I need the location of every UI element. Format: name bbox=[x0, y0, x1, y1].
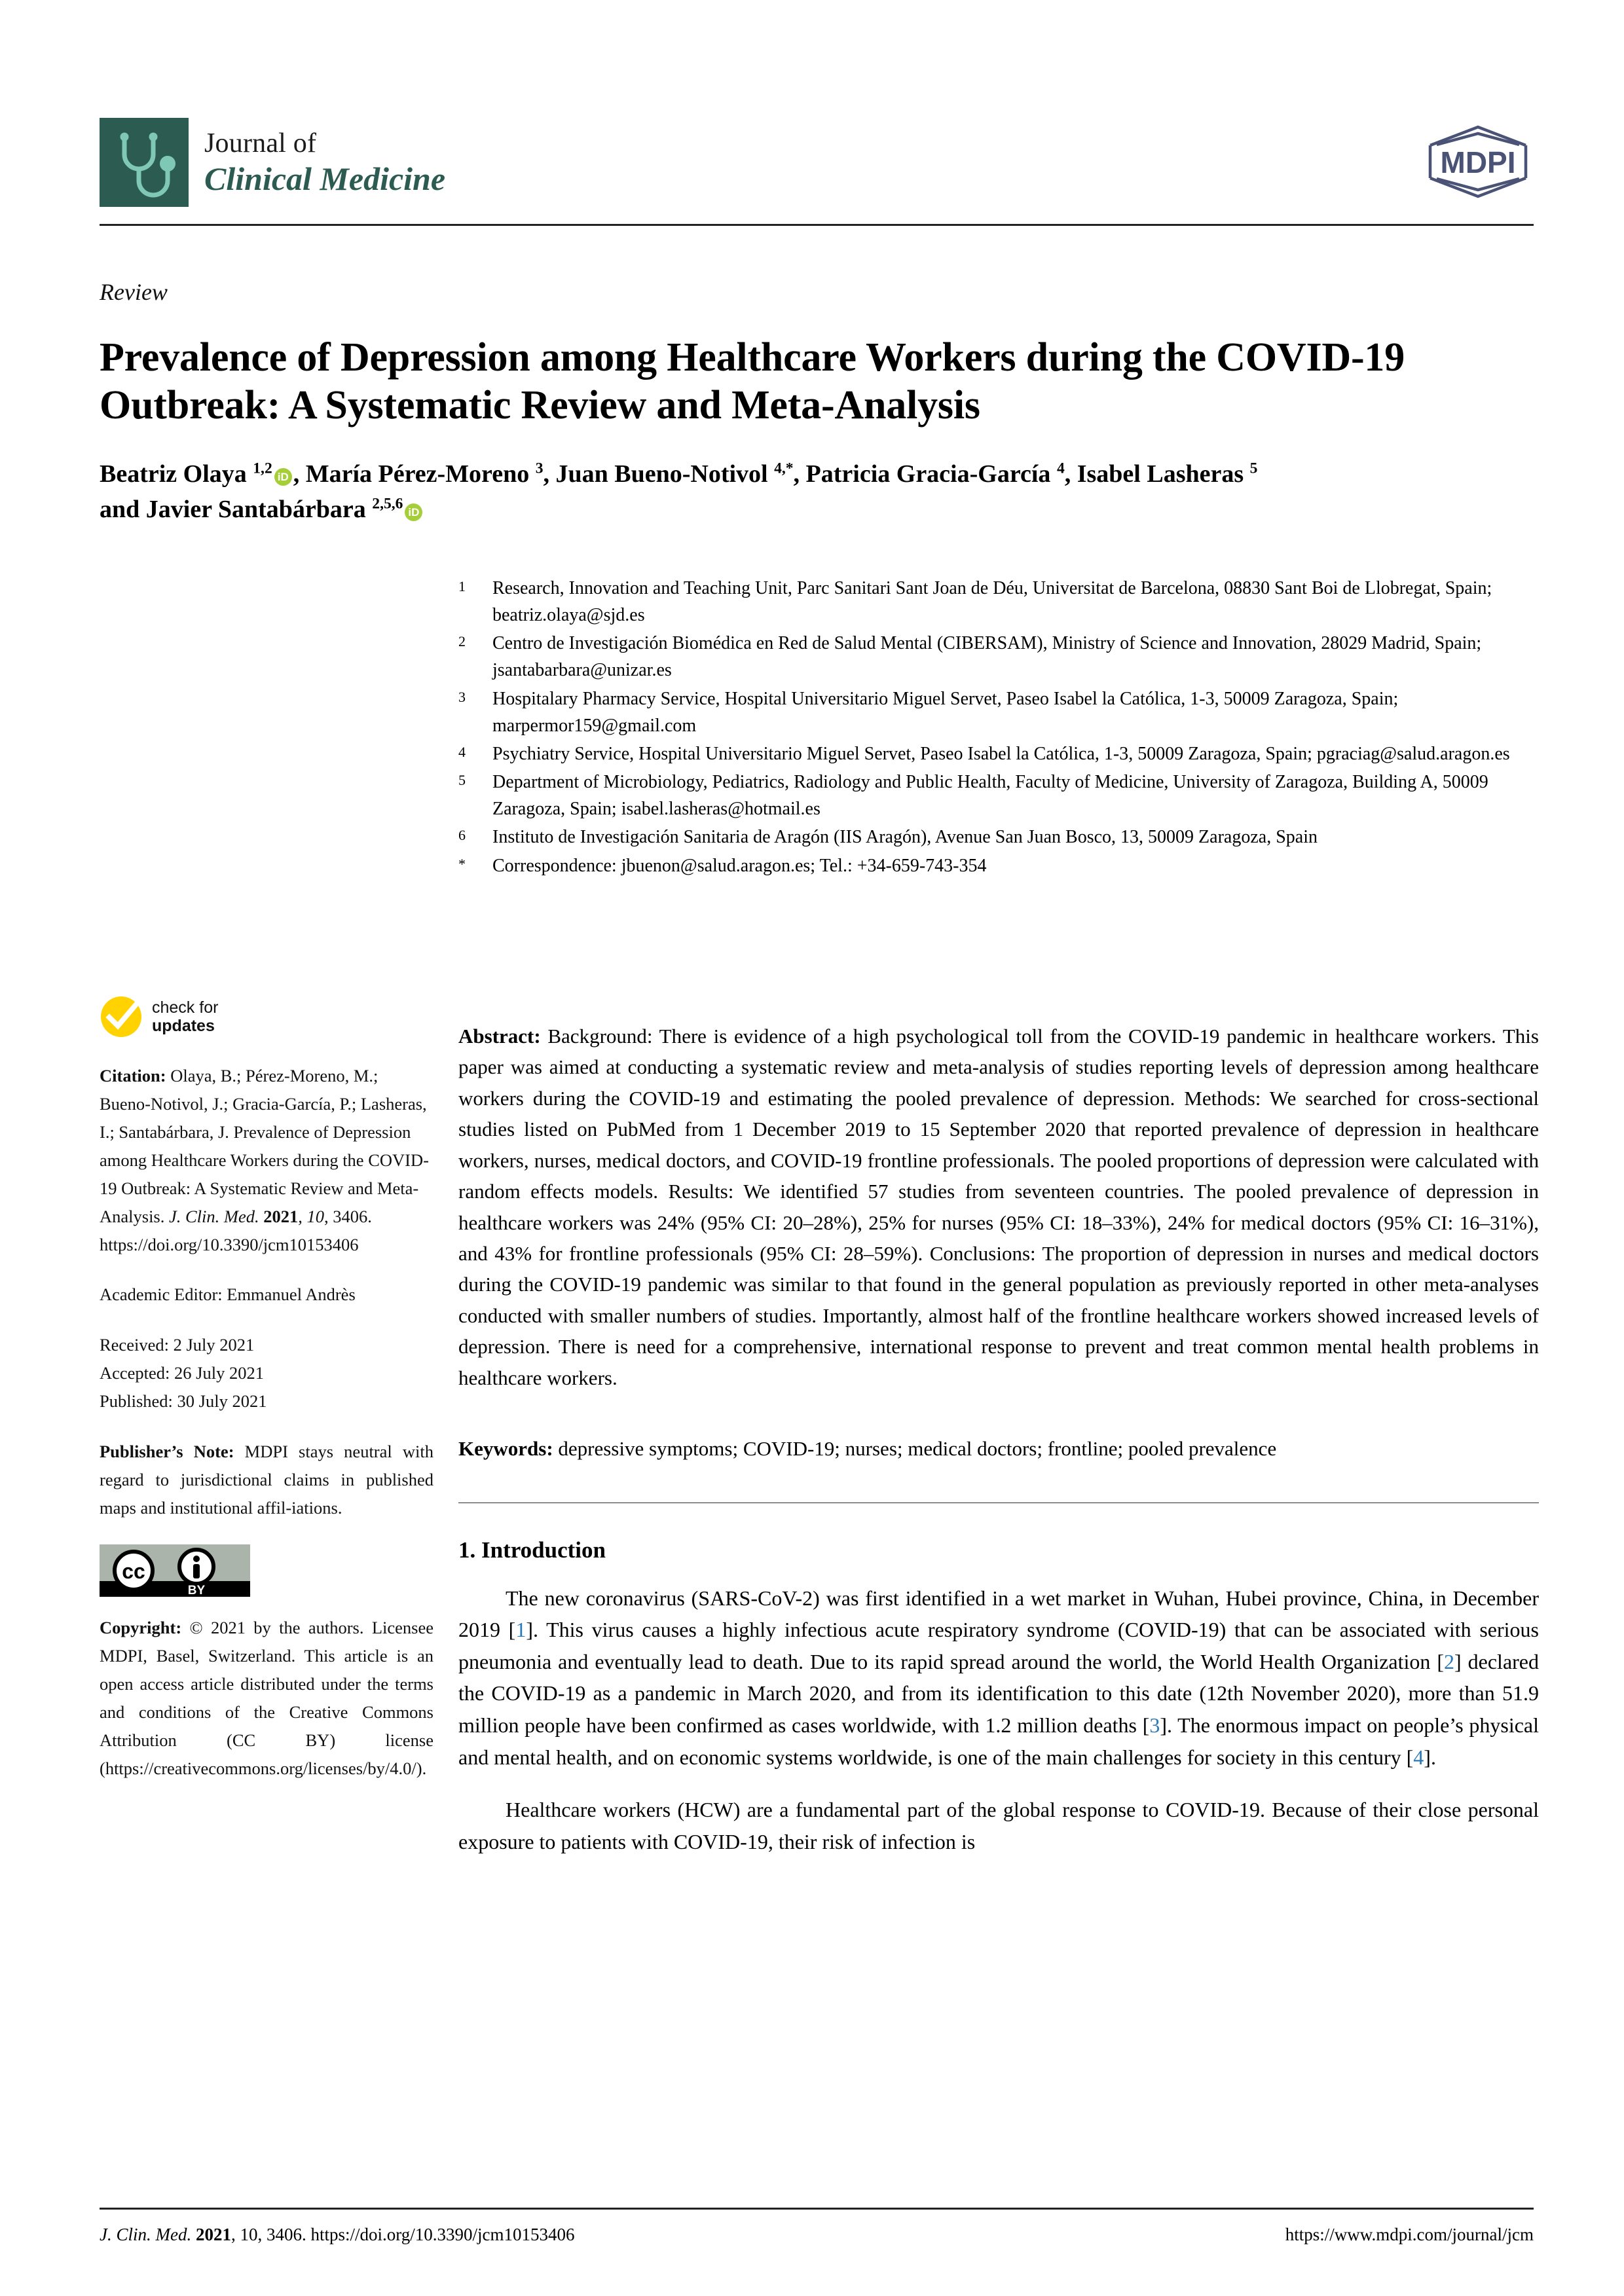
author-name: and Javier Santabárbara bbox=[100, 495, 373, 523]
orcid-icon[interactable]: iD bbox=[405, 503, 422, 521]
affiliation-text: Psychiatry Service, Hospital Universitario Miguel Servet, Paseo Isabel la Católica, 1-3, 50009 Zaragoza, Spain; pgraciag@salud.aragon.es bbox=[492, 743, 1510, 764]
affiliation-marker: 1 bbox=[458, 578, 466, 594]
par1-text-d: ]. The enormous impact on people’s physical and mental health, and on economic systems worldwide, is one of the main challenges for society in this century [ bbox=[458, 1713, 1540, 1769]
stethoscope-icon bbox=[100, 118, 189, 207]
copyright-label: Copyright: bbox=[100, 1617, 182, 1637]
svg-text:cc: cc bbox=[122, 1559, 145, 1583]
published-date: Published: 30 July 2021 bbox=[100, 1391, 267, 1412]
par1-text-b: ]. This virus causes a highly infectious acute respiratory syndrome (COVID-19) that can be associated with serious pneumonia and eventually lead to death. Due to its rapid spread around the world, the World Health Organization [ bbox=[458, 1618, 1540, 1673]
metadata-sidebar bbox=[100, 995, 434, 1804]
article-type-label: Review bbox=[100, 279, 168, 305]
orcid-icon[interactable]: iD bbox=[274, 468, 292, 486]
citation-ref-3[interactable]: 3 bbox=[1149, 1713, 1160, 1738]
affiliation-item bbox=[458, 824, 1539, 850]
author-affil-marker: 1,2 bbox=[253, 460, 272, 477]
citation-doi[interactable]: https://doi.org/10.3390/jcm10153406 bbox=[100, 1234, 359, 1254]
citation-ref-1[interactable]: 1 bbox=[515, 1618, 526, 1642]
keywords-text: depressive symptoms; COVID-19; nurses; medical doctors; frontline; pooled prevalence bbox=[553, 1437, 1277, 1461]
received-date: Received: 2 July 2021 bbox=[100, 1335, 255, 1355]
copyright-block bbox=[100, 1614, 434, 1783]
footer-divider bbox=[100, 2208, 1534, 2210]
correspondence-text: Correspondence: jbuenon@salud.aragon.es; Tel.: +34-659-743-354 bbox=[492, 855, 987, 876]
citation-pages: , 3406. bbox=[324, 1206, 372, 1226]
author-list bbox=[100, 457, 1534, 528]
affiliation-item bbox=[458, 769, 1539, 822]
author-sep: , Isabel Lasheras bbox=[1064, 460, 1250, 488]
correspondence-item bbox=[458, 852, 1539, 879]
journal-logo-line2: Clinical Medicine bbox=[204, 160, 446, 197]
abstract-paragraph bbox=[458, 1021, 1539, 1393]
mdpi-logo-icon bbox=[1422, 123, 1534, 200]
introduction-paragraph-2: Healthcare workers (HCW) are a fundamental part of the global response to COVID-19. Because of their close personal exposure to patients with COVID-19, their risk of infection is bbox=[458, 1798, 1539, 1853]
citation-ref-2[interactable]: 2 bbox=[1444, 1649, 1455, 1673]
affiliation-item bbox=[458, 630, 1539, 683]
par1-text-a: The new coronavirus (SARS-CoV-2) was first identified in a wet market in Wuhan, Hubei province, China, in December 2019 [ bbox=[458, 1586, 1539, 1642]
affiliation-text: Instituto de Investigación Sanitaria de Aragón (IIS Aragón), Avenue San Juan Bosco, 13, 50009 Zaragoza, Spain bbox=[492, 827, 1318, 848]
citation-volume: , bbox=[298, 1206, 307, 1226]
journal-logo-line1: Journal of bbox=[204, 128, 317, 158]
academic-editor-text: Academic Editor: Emmanuel Andrès bbox=[100, 1285, 356, 1305]
publisher-note-text: MDPI stays neutral with regard to jurisdictional claims in published maps and institutional affil-iations. bbox=[100, 1442, 434, 1518]
footer-year: 2021 bbox=[195, 2225, 231, 2244]
author-sep: , Patricia Gracia-García bbox=[793, 460, 1057, 488]
academic-editor-block bbox=[100, 1281, 434, 1309]
affiliation-marker: 2 bbox=[458, 633, 466, 650]
svg-text:MDPI: MDPI bbox=[1440, 145, 1516, 179]
main-column bbox=[458, 1000, 1539, 1879]
author-sep: , Juan Bueno-Notivol bbox=[543, 460, 775, 488]
citation-year: 2021 bbox=[263, 1206, 299, 1226]
header-divider bbox=[100, 224, 1534, 226]
par1-text-e: ]. bbox=[1424, 1745, 1436, 1769]
author-affil-marker: 2,5,6 bbox=[372, 495, 403, 513]
citation-label: Citation: bbox=[100, 1066, 166, 1085]
affiliation-item bbox=[458, 575, 1539, 629]
affiliation-text: Research, Innovation and Teaching Unit, Parc Sanitari Sant Joan de Déu, Universitat de Barcelona, 08830 Sant Boi de Llobregat, Spain; beatriz.olaya@sjd.es bbox=[492, 578, 1492, 626]
page-title bbox=[100, 334, 1534, 429]
author-affil-marker: 3 bbox=[535, 460, 544, 477]
author-affil-marker: 4,* bbox=[774, 460, 794, 477]
citation-text: Olaya, B.; Pérez-Moreno, M.; Bueno-Notivol, J.; Gracia-García, P.; Lasheras, I.; Santabárbara, J. Prevalence of Depression among Healthcare Workers during the COVID-19 Outbreak: A Systematic Review and Meta-Analysis. bbox=[100, 1066, 429, 1226]
svg-text:BY: BY bbox=[187, 1583, 206, 1597]
affiliation-marker: 5 bbox=[458, 772, 466, 789]
check-for-label: check for bbox=[152, 998, 219, 1017]
footer-rest: , 10, 3406. https://doi.org/10.3390/jcm10153406 bbox=[231, 2225, 575, 2244]
affiliation-item bbox=[458, 685, 1539, 739]
page-footer bbox=[100, 2225, 1534, 2245]
affiliation-item bbox=[458, 740, 1539, 767]
author-name: Beatriz Olaya bbox=[100, 460, 253, 488]
publisher-note-block bbox=[100, 1438, 434, 1522]
title-line-1: Prevalence of Depression among Healthcare Workers during the bbox=[100, 335, 1206, 380]
affiliation-text: Hospitalary Pharmacy Service, Hospital Universitario Miguel Servet, Paseo Isabel la Católica, 1-3, 50009 Zaragoza, Spain; marpermor159@gmail.com bbox=[492, 688, 1399, 736]
author-affil-marker: 5 bbox=[1249, 460, 1258, 477]
dates-block bbox=[100, 1331, 434, 1415]
publisher-note-label: Publisher’s Note: bbox=[100, 1442, 234, 1462]
affiliation-text: Department of Microbiology, Pediatrics, Radiology and Public Health, Faculty of Medicine, University of Zaragoza, Building A, 50009 Zaragoza, Spain; isabel.lasheras@hotmail.es bbox=[492, 772, 1488, 820]
affiliations-list bbox=[458, 575, 1539, 881]
page-header bbox=[100, 118, 1534, 216]
affiliation-text: Centro de Investigación Biomédica en Red de Salud Mental (CIBERSAM), Ministry of Science and Innovation, 28029 Madrid, Spain; jsantabarbara@unizar.es bbox=[492, 633, 1482, 681]
par1-text-c: ] declared the COVID-19 as a pandemic in March 2020, and from its identification to this date (12th November 2020), more than 51.9 million people have been confirmed as cases worldwide, with 1.2 million deaths [ bbox=[458, 1649, 1540, 1738]
affiliation-marker: 4 bbox=[458, 743, 466, 760]
footer-journal: J. Clin. Med. bbox=[100, 2225, 192, 2244]
author-affil-marker: 4 bbox=[1056, 460, 1065, 477]
check-for-updates-badge[interactable] bbox=[100, 995, 434, 1038]
citation-block bbox=[100, 1062, 434, 1258]
checkmark-icon bbox=[100, 995, 143, 1038]
journal-logo bbox=[100, 118, 445, 207]
keywords-paragraph bbox=[458, 1434, 1539, 1465]
citation-ref-4[interactable]: 4 bbox=[1413, 1745, 1424, 1769]
correspondence-marker: * bbox=[458, 855, 466, 872]
affiliation-marker: 3 bbox=[458, 688, 466, 705]
author-sep: , María Pérez-Moreno bbox=[293, 460, 536, 488]
citation-journal: J. Clin. Med. bbox=[169, 1206, 259, 1226]
citation-volume-num: 10 bbox=[306, 1206, 324, 1226]
journal-logo-text bbox=[204, 130, 445, 195]
abstract-label: Abstract: bbox=[458, 1025, 541, 1048]
section-heading-introduction: 1. Introduction bbox=[458, 1537, 606, 1563]
footer-journal-url[interactable]: https://www.mdpi.com/journal/jcm bbox=[1285, 2225, 1534, 2244]
copyright-text: © 2021 by the authors. Licensee MDPI, Basel, Switzerland. This article is an open access article distributed under the terms and conditions of the Creative Commons Attribution (CC BY) license (https://creativecommons.org/licenses/by/4.0/). bbox=[100, 1617, 434, 1778]
introduction-paragraph-1 bbox=[458, 1582, 1539, 1774]
creative-commons-badge-icon[interactable] bbox=[100, 1544, 250, 1597]
footer-citation bbox=[100, 2225, 575, 2245]
accepted-date: Accepted: 26 July 2021 bbox=[100, 1363, 264, 1383]
abstract-text: Background: There is evidence of a high psychological toll from the COVID-19 pandemic in healthcare workers. This paper was aimed at conducting a systematic review and meta-analysis of studies reporting levels of depression among healthcare workers during the COVID-19 and estimating the pooled prevalence of depression. Methods: We searched for cross-sectional studies listed on PubMed from 1 December 2019 to 15 September 2020 that reported prevalence of depression in healthcare workers, nurses, medical doctors, and COVID-19 frontline professionals. The pooled proportions of depression were calculated with random effects models. Results: We identified 57 studies from seventeen countries. The pooled prevalence of depression in healthcare workers was 24% (95% CI: 20–28%), 25% for nurses (95% CI: 18–33%), 24% for medical doctors (95% CI: 16–31%), and 43% for frontline professionals (95% CI: 28–59%). Conclusions: The proportion of depression in nurses and medical doctors during the COVID-19 pandemic was similar to that found in the general population as previously reported in other meta-analyses conducted with smaller numbers of studies. Importantly, almost half of the frontline healthcare workers showed increased levels of depression. There is need for a comprehensive, international response to prevent and treat common mental health problems in healthcare workers. bbox=[458, 1025, 1539, 1389]
title-line-2: COVID-19 Outbreak: A Systematic Review and Meta-Analysis bbox=[100, 335, 1405, 428]
check-for-updates-text bbox=[152, 998, 218, 1035]
updates-label: updates bbox=[152, 1017, 215, 1035]
keywords-label: Keywords: bbox=[458, 1437, 553, 1461]
affiliation-marker: 6 bbox=[458, 827, 466, 844]
